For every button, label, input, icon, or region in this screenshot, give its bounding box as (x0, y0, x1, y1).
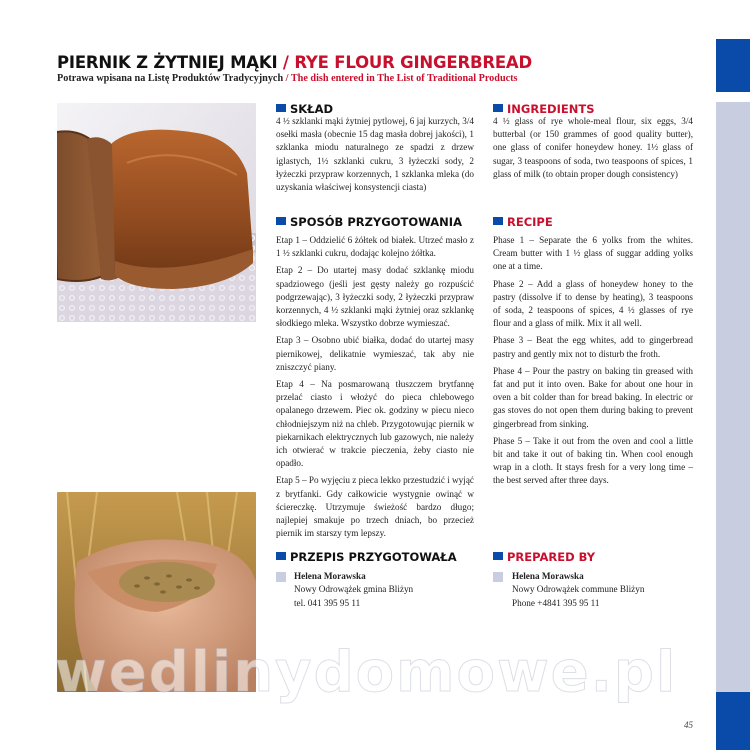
subtitle-polish: Potrawa wpisana na Listę Produktów Tradycyjnych (57, 73, 284, 84)
prepared-contact (512, 570, 644, 610)
sposob-step: Etap 1 – Oddzielić 6 żółtek od białek. Utrzeć masło z 1 ½ szklanki cukru, dodając kolejno żółtka. (276, 235, 474, 259)
przepis-contact (294, 570, 413, 610)
contact-name: Helena Morawska (294, 571, 366, 581)
subtitle-english: The dish entered in The List of Traditional Products (290, 73, 518, 84)
sposob-step: Etap 3 – Osobno ubić białka, dodać do utartej masy piernikowej, delikatnie wymieszać, tak aby nie zniszczyć piany. (276, 335, 474, 372)
sposob-step: Etap 2 – Do utartej masy dodać szklankę miodu spadziowego (jeśli jest gęsty należy go rozpuścić podgrzewając), 3 łyżeczki sody, 2 łyżeczki przypraw korzennych, 4 ½ szklanki mąki żytniej oraz szklankę słodkiego mleka. Wszystko dobrze wymieszać. (276, 265, 474, 329)
watermark: wedlinydomowe.pl (55, 640, 678, 705)
title-separator: / (277, 53, 295, 72)
recipe-heading: RECIPE (493, 215, 553, 229)
contact-bar (276, 572, 286, 582)
ingredients-heading: INGREDIENTS (493, 102, 595, 116)
page-number: 45 (684, 720, 693, 730)
sklad-heading: SKŁAD (276, 102, 333, 116)
prepared-heading: PREPARED BY (493, 550, 595, 564)
page-subtitle (57, 73, 518, 84)
sposob-heading: SPOSÓB PRZYGOTOWANIA (276, 215, 462, 229)
sidebar-blue-bottom (716, 692, 750, 750)
przepis-heading: PRZEPIS PRZYGOTOWAŁA (276, 550, 457, 564)
ingredients-text: 4 ½ glass of rye whole-meal flour, six eggs, 3/4 butterbal (or 150 grammes of good quality butter), one glass of conifer honeydew honey. 1½ glass of sugar, 3 teaspoons of soda, two teaspoons of spices, 1 glass of milk (to obtain proper dough consistency) (493, 116, 693, 179)
contact-phone: tel. 041 395 95 11 (294, 597, 361, 608)
contact-address: Nowy Odrowążek commune Bliżyn (512, 584, 645, 595)
recipe-step: Phase 3 – Beat the egg whites, add to gingerbread pastry and gently mix not to disturb the froth. (493, 335, 693, 359)
contact-name: Helena Morawska (512, 571, 584, 581)
contact-phone: Phone +4841 395 95 11 (512, 597, 600, 608)
sidebar-gray (716, 102, 750, 692)
title-english: RYE FLOUR GINGERBREAD (294, 53, 532, 72)
contact-address: Nowy Odrowążek gmina Bliżyn (294, 584, 414, 595)
recipe-step: Phase 5 – Take it out from the oven and cool a little bit and take it out of baking tin. When cool enough wrap in a cloth. It stays fresh for a very long time – the best served after three days. (493, 435, 693, 486)
title-polish: PIERNIK Z ŻYTNIEJ MĄKI (57, 53, 278, 72)
page-title (57, 53, 532, 72)
sklad-text: 4 ½ szklanki mąki żytniej pytlowej, 6 jaj kurzych, 3/4 osełki masła (obecnie 15 dag masła dobrej jakości), 1 szklanka miodu naturalnego ze spadzi z drzew iglastych, 1½ szklanki cukru, 3 łyżeczki sody, 2 łyżeczki przypraw korzennych, 1 szklanka mleka (do uzyskania właściwej konsystencji ciasta) (276, 116, 474, 193)
recipe-step: Phase 1 – Separate the 6 yolks from the whites. Cream butter with 1 ½ glass of suggar adding yolks one at a time. (493, 235, 693, 272)
recipe-text (493, 234, 693, 492)
sposob-step: Etap 5 – Po wyjęciu z pieca lekko przestudzić i wyjąć z brytfanki. Gdy całkowicie wystygnie owinąć w ściereczkę. Utrzymuje świeżość bardzo długo; najlepiej smakuje po trzech dniach, bo przecież piernik im starszy tym lepszy. (276, 475, 474, 539)
sposob-text (276, 234, 474, 544)
sposob-step: Etap 4 – Na posmarowaną tłuszczem brytfannę przelać ciasto i włożyć do pieca chlebowego opalanego drzewem. Piec ok. godziny w piecu nieco chłodniejszym niż na chleb. Przygotowując piernik w piekarnikach elektrycznych lub gazowych, nie należy ich otwierać w trakcie pieczenia, żeby ciasto nie opadło. (276, 379, 474, 469)
gingerbread-photo (57, 103, 256, 322)
contact-bar (493, 572, 503, 582)
recipe-step: Phase 2 – Add a glass of honeydew honey to the pastry (dissolve if to dense by heating), 3 teaspoons of soda, 2 teaspoons of spices, 4 ½ glasses of rye flour and a glass of milk. Mix it all well. (493, 278, 693, 329)
recipe-step: Phase 4 – Pour the pastry on baking tin greased with fat and put it into oven. Bake for about one hour in oven a bit colder than for bread baking. In electric or gas stoves do not open them during baking to prevent gingerbread from sinking. (493, 365, 693, 429)
subtitle-separator: / (283, 73, 291, 84)
sidebar-blue-top (716, 39, 750, 92)
